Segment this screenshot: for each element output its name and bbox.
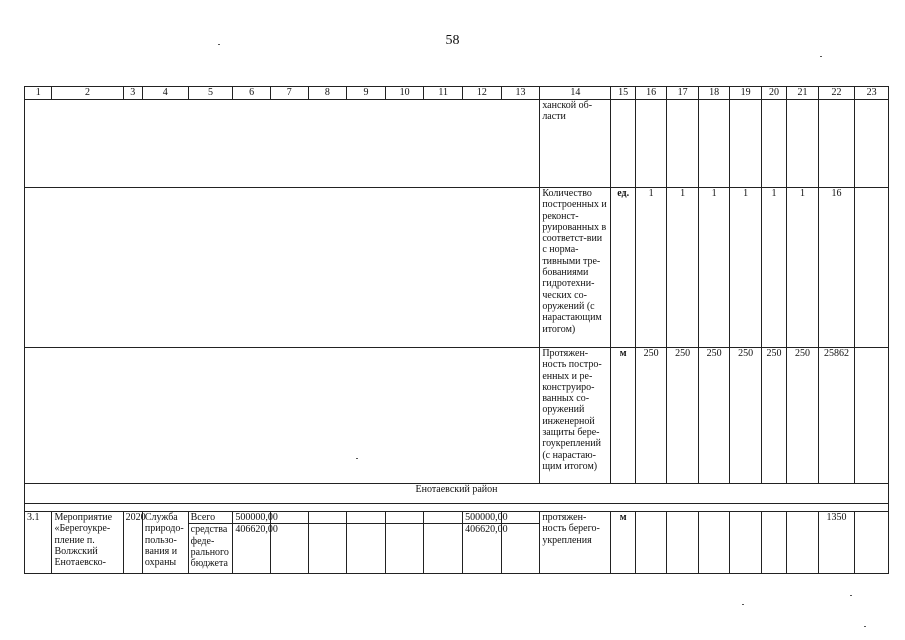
unit-cell: ед.	[611, 188, 635, 348]
total-cell: 25862	[818, 348, 855, 484]
empty-cell	[855, 348, 889, 484]
value-cell	[730, 100, 762, 188]
col-header: 14	[540, 87, 611, 100]
scan-speck	[742, 604, 744, 605]
source-total: Всего	[188, 512, 233, 524]
col-header: 9	[347, 87, 386, 100]
item-name: Мероприятие «Берегоукре-пление п. Волжский Енотаевско-	[52, 512, 123, 574]
value-cell	[698, 100, 730, 188]
empty-cell	[385, 512, 424, 524]
unit-cell: м	[611, 348, 635, 484]
indicator-cell: ханской об-ласти	[540, 100, 611, 188]
col-header: 13	[501, 87, 540, 100]
item-year: 2020	[123, 512, 142, 574]
item-number: 3.1	[25, 512, 52, 574]
empty-cell	[424, 524, 463, 574]
indicator-cell: Количество построенных и реконст-руированных в соответст-вии с норма-тивными тре-бованиями гидротехни-ческих со-оружений (с нарастающим итогом)	[540, 188, 611, 348]
table-row	[25, 512, 889, 524]
item-unit: м	[611, 512, 635, 574]
value-cell: 1	[698, 188, 730, 348]
unit-cell	[611, 100, 635, 188]
scan-speck	[820, 56, 822, 57]
section-title: Енотаевский район	[25, 484, 889, 504]
value-cell: 250	[787, 348, 819, 484]
empty-cell	[385, 524, 424, 574]
col-header: 7	[270, 87, 308, 100]
value-cell: 250	[698, 348, 730, 484]
scan-speck	[850, 595, 852, 596]
value-cell: 1	[761, 188, 786, 348]
total-cell: 16	[818, 188, 855, 348]
value-cell	[761, 100, 786, 188]
col-header: 15	[611, 87, 635, 100]
empty-cell	[25, 348, 540, 484]
value-cell	[667, 100, 699, 188]
scan-speck	[218, 44, 220, 45]
col-header: 4	[142, 87, 188, 100]
value-cell	[635, 100, 667, 188]
value-cell: 1	[730, 188, 762, 348]
empty-cell	[308, 524, 347, 574]
table-row	[25, 100, 889, 188]
col-header: 17	[667, 87, 699, 100]
item-indicator: протяжен-ность берего-укрепления	[540, 512, 611, 574]
col-header: 3	[123, 87, 142, 100]
col-header: 11	[424, 87, 463, 100]
col-header: 22	[818, 87, 855, 100]
col-header: 21	[787, 87, 819, 100]
col-header: 18	[698, 87, 730, 100]
col-header: 8	[308, 87, 347, 100]
spacer-row	[25, 504, 889, 512]
data-table	[24, 86, 889, 574]
value-cell: 1	[787, 188, 819, 348]
empty-cell	[787, 512, 819, 574]
empty-cell	[424, 512, 463, 524]
empty-cell	[761, 512, 786, 574]
item-executor: Служба природо-пользо-вания и охраны	[142, 512, 188, 574]
source-federal: средства феде-рального бюджета	[188, 524, 233, 574]
empty-cell	[730, 512, 762, 574]
section-row	[25, 484, 889, 504]
empty-cell	[698, 512, 730, 574]
col-header: 10	[385, 87, 424, 100]
col-header: 2	[52, 87, 123, 100]
value-cell	[787, 100, 819, 188]
total-cell	[818, 100, 855, 188]
empty-cell	[308, 512, 347, 524]
col12-total: 500000,00	[463, 512, 502, 524]
table-row	[25, 348, 889, 484]
empty-cell	[855, 188, 889, 348]
empty-cell	[347, 524, 386, 574]
empty-cell	[667, 512, 699, 574]
empty-cell	[25, 188, 540, 348]
table-row	[25, 188, 889, 348]
col12-federal: 406620,00	[463, 524, 502, 574]
scan-speck	[864, 626, 866, 627]
amount-federal: 406620,00	[233, 524, 271, 574]
empty-cell	[855, 512, 889, 574]
col-header: 6	[233, 87, 271, 100]
empty-cell	[635, 512, 667, 574]
value-cell: 250	[730, 348, 762, 484]
col-header: 5	[188, 87, 233, 100]
col-header: 19	[730, 87, 762, 100]
empty-cell	[25, 504, 889, 512]
col-header: 16	[635, 87, 667, 100]
empty-cell	[25, 100, 540, 188]
empty-cell	[855, 100, 889, 188]
amount-total: 500000,00	[233, 512, 271, 524]
value-cell: 1	[667, 188, 699, 348]
item-total: 1350	[818, 512, 855, 574]
value-cell: 1	[635, 188, 667, 348]
header-row	[25, 87, 889, 100]
page-number: 58	[445, 33, 460, 48]
value-cell: 250	[667, 348, 699, 484]
scan-speck	[356, 458, 358, 459]
value-cell: 250	[761, 348, 786, 484]
empty-cell	[347, 512, 386, 524]
value-cell: 250	[635, 348, 667, 484]
col-header: 20	[761, 87, 786, 100]
col-header: 23	[855, 87, 889, 100]
indicator-cell: Протяжен-ность постро-енных и ре-конструиро-ванных со-оружений инженерной защиты бере-гоукреплений (с нарастаю-щим итогом)	[540, 348, 611, 484]
col-header: 1	[25, 87, 52, 100]
col-header: 12	[463, 87, 502, 100]
